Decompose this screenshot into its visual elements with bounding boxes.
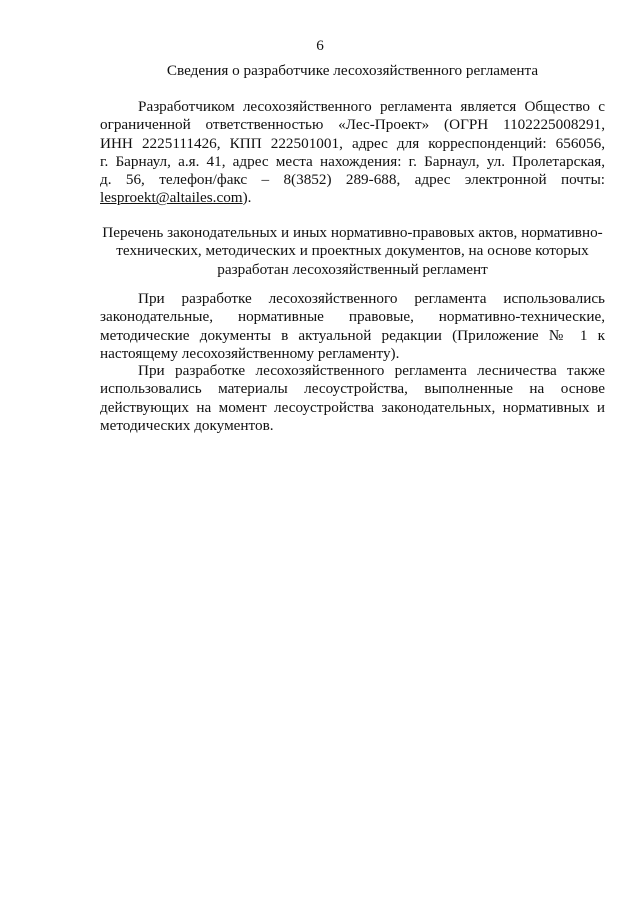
paragraph-line: законодательные, нормативные правовые, нормативно-технические,	[100, 308, 605, 326]
documents-title-line: Перечень законодательных и иных нормативно-правовых актов, нормативно-	[102, 224, 603, 241]
developer-line: Разработчиком лесохозяйственного регламента является Общество с	[138, 98, 605, 115]
documents-title-line: разработан лесохозяйственный регламент	[217, 260, 488, 278]
paragraph-line: действующих на момент лесоустройства законодательных, нормативных и	[100, 398, 605, 416]
developer-line: г. Барнаул, а.я. 41, адрес места нахождения: г. Барнаул, ул. Пролетарская,	[100, 152, 605, 170]
page-number: 6	[316, 37, 324, 54]
email-suffix: ).	[242, 189, 252, 207]
documents-paragraph-1	[100, 290, 605, 363]
developer-section-title: Сведения о разработчике лесохозяйственного регламента	[166, 62, 539, 79]
developer-paragraph	[100, 98, 605, 208]
documents-section-title	[100, 224, 605, 279]
developer-line: д. 56, телефон/факс – 8(3852) 289-688, адрес электронной почты:	[100, 171, 605, 189]
documents-paragraph-2	[100, 362, 605, 435]
paragraph-line: методических документов.	[100, 416, 274, 434]
paragraph-line: использовались материалы лесоустройства, выполненные на основе	[100, 380, 605, 398]
paragraph-line: При разработке лесохозяйственного регламента использовались	[138, 290, 605, 307]
paragraph-line: настоящему лесохозяйственному регламенту).	[100, 344, 400, 362]
documents-title-line: технических, методических и проектных документов, на основе которых	[116, 242, 589, 260]
email-link[interactable]: lesproekt@altailes.com	[100, 189, 243, 207]
paragraph-line: методические документы в актуальной редакции (Приложение № 1 к	[100, 326, 605, 344]
paragraph-line: При разработке лесохозяйственного регламента лесничества также	[138, 362, 605, 379]
developer-line: ограниченной ответственностью «Лес-Проект» (ОГРН 1102225008291,	[100, 116, 605, 134]
developer-line-email	[100, 189, 605, 207]
developer-line: ИНН 2225111426, КПП 222501001, адрес для корреспонденций: 656056,	[100, 134, 605, 152]
